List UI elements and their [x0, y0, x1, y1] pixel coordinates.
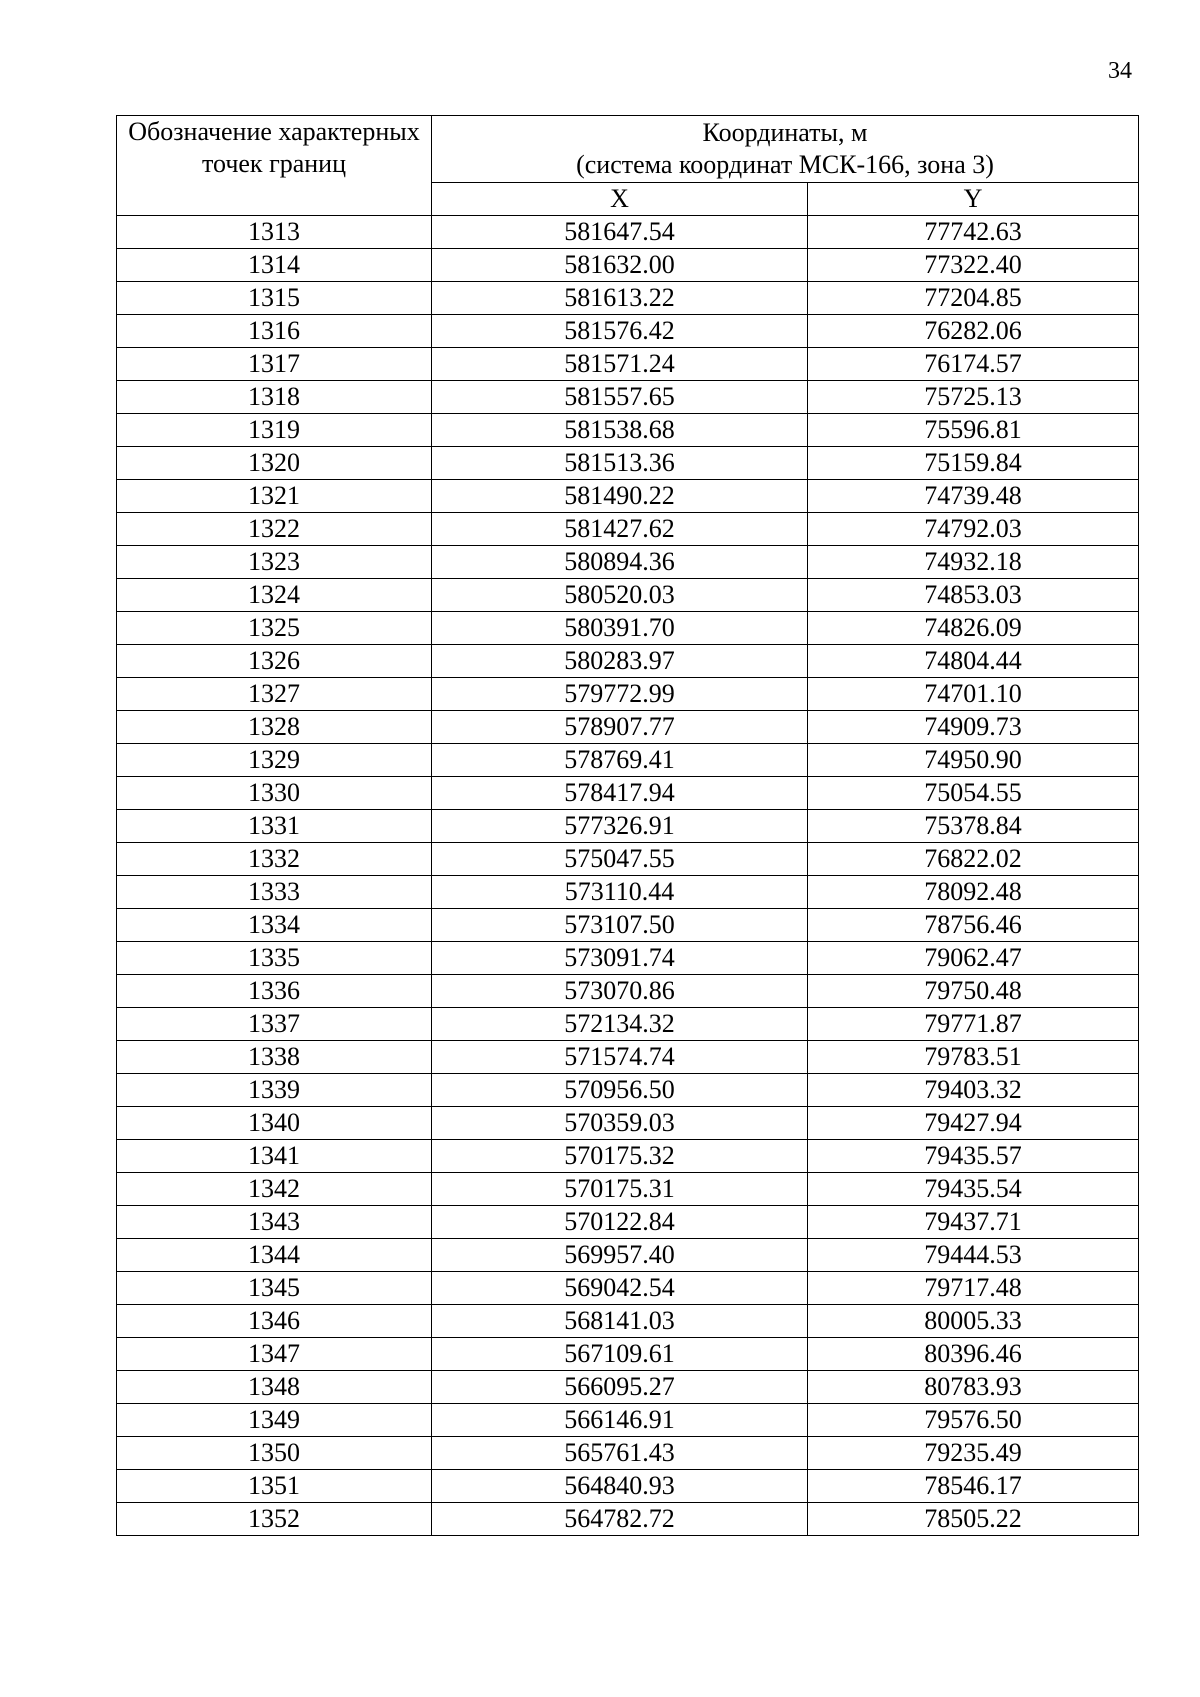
cell-y: 74804.44: [808, 645, 1139, 678]
table-row: [117, 711, 1139, 744]
cell-x: 570956.50: [432, 1074, 808, 1107]
cell-y: 79062.47: [808, 942, 1139, 975]
table-row: [117, 1074, 1139, 1107]
cell-x: 580391.70: [432, 612, 808, 645]
table-row: [117, 1437, 1139, 1470]
table-row: [117, 513, 1139, 546]
table-row: [117, 1404, 1139, 1437]
cell-y: 79435.57: [808, 1140, 1139, 1173]
table-row: [117, 1503, 1139, 1536]
cell-x: 581513.36: [432, 447, 808, 480]
table-row: [117, 1305, 1139, 1338]
cell-y: 79771.87: [808, 1008, 1139, 1041]
cell-x: 578417.94: [432, 777, 808, 810]
table-row: [117, 216, 1139, 249]
table-row: [117, 414, 1139, 447]
cell-x: 570359.03: [432, 1107, 808, 1140]
table-row: [117, 612, 1139, 645]
cell-y: 75725.13: [808, 381, 1139, 414]
table-row: [117, 1206, 1139, 1239]
table-row: [117, 1371, 1139, 1404]
cell-point: 1321: [117, 480, 432, 513]
cell-point: 1316: [117, 315, 432, 348]
cell-y: 79750.48: [808, 975, 1139, 1008]
table-row: [117, 348, 1139, 381]
cell-point: 1347: [117, 1338, 432, 1371]
cell-point: 1332: [117, 843, 432, 876]
cell-point: 1349: [117, 1404, 432, 1437]
table-row: [117, 909, 1139, 942]
cell-x: 570175.32: [432, 1140, 808, 1173]
cell-point: 1318: [117, 381, 432, 414]
table-row: [117, 1239, 1139, 1272]
cell-x: 564782.72: [432, 1503, 808, 1536]
table-row: [117, 546, 1139, 579]
cell-x: 566146.91: [432, 1404, 808, 1437]
cell-y: 77204.85: [808, 282, 1139, 315]
cell-y: 78092.48: [808, 876, 1139, 909]
cell-x: 568141.03: [432, 1305, 808, 1338]
header-coordinates-line2: (система координат МСК-166, зона 3): [576, 150, 994, 179]
cell-x: 569957.40: [432, 1239, 808, 1272]
cell-x: 581427.62: [432, 513, 808, 546]
header-y: Y: [808, 183, 1139, 216]
header-coordinates: [432, 116, 1139, 183]
table-row: [117, 975, 1139, 1008]
cell-y: 79435.54: [808, 1173, 1139, 1206]
cell-point: 1342: [117, 1173, 432, 1206]
cell-x: 581557.65: [432, 381, 808, 414]
cell-y: 74739.48: [808, 480, 1139, 513]
cell-x: 579772.99: [432, 678, 808, 711]
cell-y: 80005.33: [808, 1305, 1139, 1338]
cell-point: 1329: [117, 744, 432, 777]
page-number: 34: [1108, 58, 1132, 84]
cell-y: 74950.90: [808, 744, 1139, 777]
cell-x: 573110.44: [432, 876, 808, 909]
table-row: [117, 282, 1139, 315]
cell-point: 1350: [117, 1437, 432, 1470]
header-coordinates-line1: Координаты, м: [702, 118, 868, 147]
cell-x: 580283.97: [432, 645, 808, 678]
cell-y: 76822.02: [808, 843, 1139, 876]
cell-point: 1326: [117, 645, 432, 678]
cell-y: 79576.50: [808, 1404, 1139, 1437]
cell-y: 79783.51: [808, 1041, 1139, 1074]
cell-x: 572134.32: [432, 1008, 808, 1041]
cell-x: 581571.24: [432, 348, 808, 381]
cell-y: 79403.32: [808, 1074, 1139, 1107]
cell-x: 581576.42: [432, 315, 808, 348]
cell-x: 564840.93: [432, 1470, 808, 1503]
cell-y: 75596.81: [808, 414, 1139, 447]
table-row: [117, 579, 1139, 612]
table-row: [117, 1140, 1139, 1173]
table-row: [117, 1107, 1139, 1140]
cell-y: 77322.40: [808, 249, 1139, 282]
cell-y: 74826.09: [808, 612, 1139, 645]
cell-point: 1330: [117, 777, 432, 810]
cell-point: 1334: [117, 909, 432, 942]
cell-x: 578769.41: [432, 744, 808, 777]
cell-point: 1327: [117, 678, 432, 711]
cell-y: 75378.84: [808, 810, 1139, 843]
cell-x: 573107.50: [432, 909, 808, 942]
cell-x: 571574.74: [432, 1041, 808, 1074]
table-row: [117, 1338, 1139, 1371]
table-row: [117, 381, 1139, 414]
cell-x: 569042.54: [432, 1272, 808, 1305]
cell-point: 1345: [117, 1272, 432, 1305]
cell-y: 74909.73: [808, 711, 1139, 744]
cell-point: 1343: [117, 1206, 432, 1239]
cell-point: 1322: [117, 513, 432, 546]
cell-y: 75159.84: [808, 447, 1139, 480]
table-row: [117, 678, 1139, 711]
cell-point: 1319: [117, 414, 432, 447]
cell-point: 1338: [117, 1041, 432, 1074]
cell-point: 1325: [117, 612, 432, 645]
table-row: [117, 315, 1139, 348]
cell-point: 1323: [117, 546, 432, 579]
cell-y: 76282.06: [808, 315, 1139, 348]
cell-y: 77742.63: [808, 216, 1139, 249]
cell-x: 581538.68: [432, 414, 808, 447]
cell-point: 1315: [117, 282, 432, 315]
cell-point: 1320: [117, 447, 432, 480]
cell-point: 1313: [117, 216, 432, 249]
cell-y: 80783.93: [808, 1371, 1139, 1404]
table-body: [117, 216, 1139, 1536]
table-row: [117, 1041, 1139, 1074]
table-row: [117, 480, 1139, 513]
cell-x: 581647.54: [432, 216, 808, 249]
cell-y: 78756.46: [808, 909, 1139, 942]
cell-y: 74853.03: [808, 579, 1139, 612]
cell-y: 79717.48: [808, 1272, 1139, 1305]
cell-x: 580520.03: [432, 579, 808, 612]
table-row: [117, 777, 1139, 810]
cell-x: 567109.61: [432, 1338, 808, 1371]
cell-point: 1339: [117, 1074, 432, 1107]
table-row: [117, 1272, 1139, 1305]
cell-x: 580894.36: [432, 546, 808, 579]
cell-point: 1346: [117, 1305, 432, 1338]
table-row: [117, 645, 1139, 678]
header-designation: Обозначение характерных точек границ: [117, 116, 432, 216]
cell-x: 565761.43: [432, 1437, 808, 1470]
cell-y: 74792.03: [808, 513, 1139, 546]
cell-x: 581632.00: [432, 249, 808, 282]
table-row: [117, 1173, 1139, 1206]
cell-y: 74701.10: [808, 678, 1139, 711]
cell-y: 75054.55: [808, 777, 1139, 810]
cell-x: 575047.55: [432, 843, 808, 876]
cell-point: 1348: [117, 1371, 432, 1404]
cell-point: 1314: [117, 249, 432, 282]
cell-point: 1352: [117, 1503, 432, 1536]
table-row: [117, 843, 1139, 876]
table-row: [117, 447, 1139, 480]
coordinates-table: [116, 115, 1139, 1536]
header-x: X: [432, 183, 808, 216]
cell-point: 1335: [117, 942, 432, 975]
cell-x: 581490.22: [432, 480, 808, 513]
table-row: [117, 942, 1139, 975]
cell-point: 1317: [117, 348, 432, 381]
cell-x: 566095.27: [432, 1371, 808, 1404]
table-row: [117, 1008, 1139, 1041]
cell-x: 570175.31: [432, 1173, 808, 1206]
cell-point: 1331: [117, 810, 432, 843]
cell-x: 578907.77: [432, 711, 808, 744]
cell-y: 80396.46: [808, 1338, 1139, 1371]
cell-y: 78505.22: [808, 1503, 1139, 1536]
cell-y: 74932.18: [808, 546, 1139, 579]
cell-point: 1344: [117, 1239, 432, 1272]
cell-point: 1341: [117, 1140, 432, 1173]
table-row: [117, 744, 1139, 777]
cell-y: 79235.49: [808, 1437, 1139, 1470]
cell-x: 581613.22: [432, 282, 808, 315]
cell-y: 76174.57: [808, 348, 1139, 381]
cell-point: 1328: [117, 711, 432, 744]
cell-y: 79427.94: [808, 1107, 1139, 1140]
table-row: [117, 876, 1139, 909]
cell-x: 573070.86: [432, 975, 808, 1008]
table-row: [117, 1470, 1139, 1503]
cell-x: 577326.91: [432, 810, 808, 843]
cell-point: 1336: [117, 975, 432, 1008]
cell-y: 79437.71: [808, 1206, 1139, 1239]
cell-point: 1324: [117, 579, 432, 612]
cell-point: 1340: [117, 1107, 432, 1140]
cell-point: 1333: [117, 876, 432, 909]
table-row: [117, 249, 1139, 282]
cell-x: 573091.74: [432, 942, 808, 975]
cell-x: 570122.84: [432, 1206, 808, 1239]
cell-y: 78546.17: [808, 1470, 1139, 1503]
cell-point: 1337: [117, 1008, 432, 1041]
cell-y: 79444.53: [808, 1239, 1139, 1272]
cell-point: 1351: [117, 1470, 432, 1503]
table-row: [117, 810, 1139, 843]
